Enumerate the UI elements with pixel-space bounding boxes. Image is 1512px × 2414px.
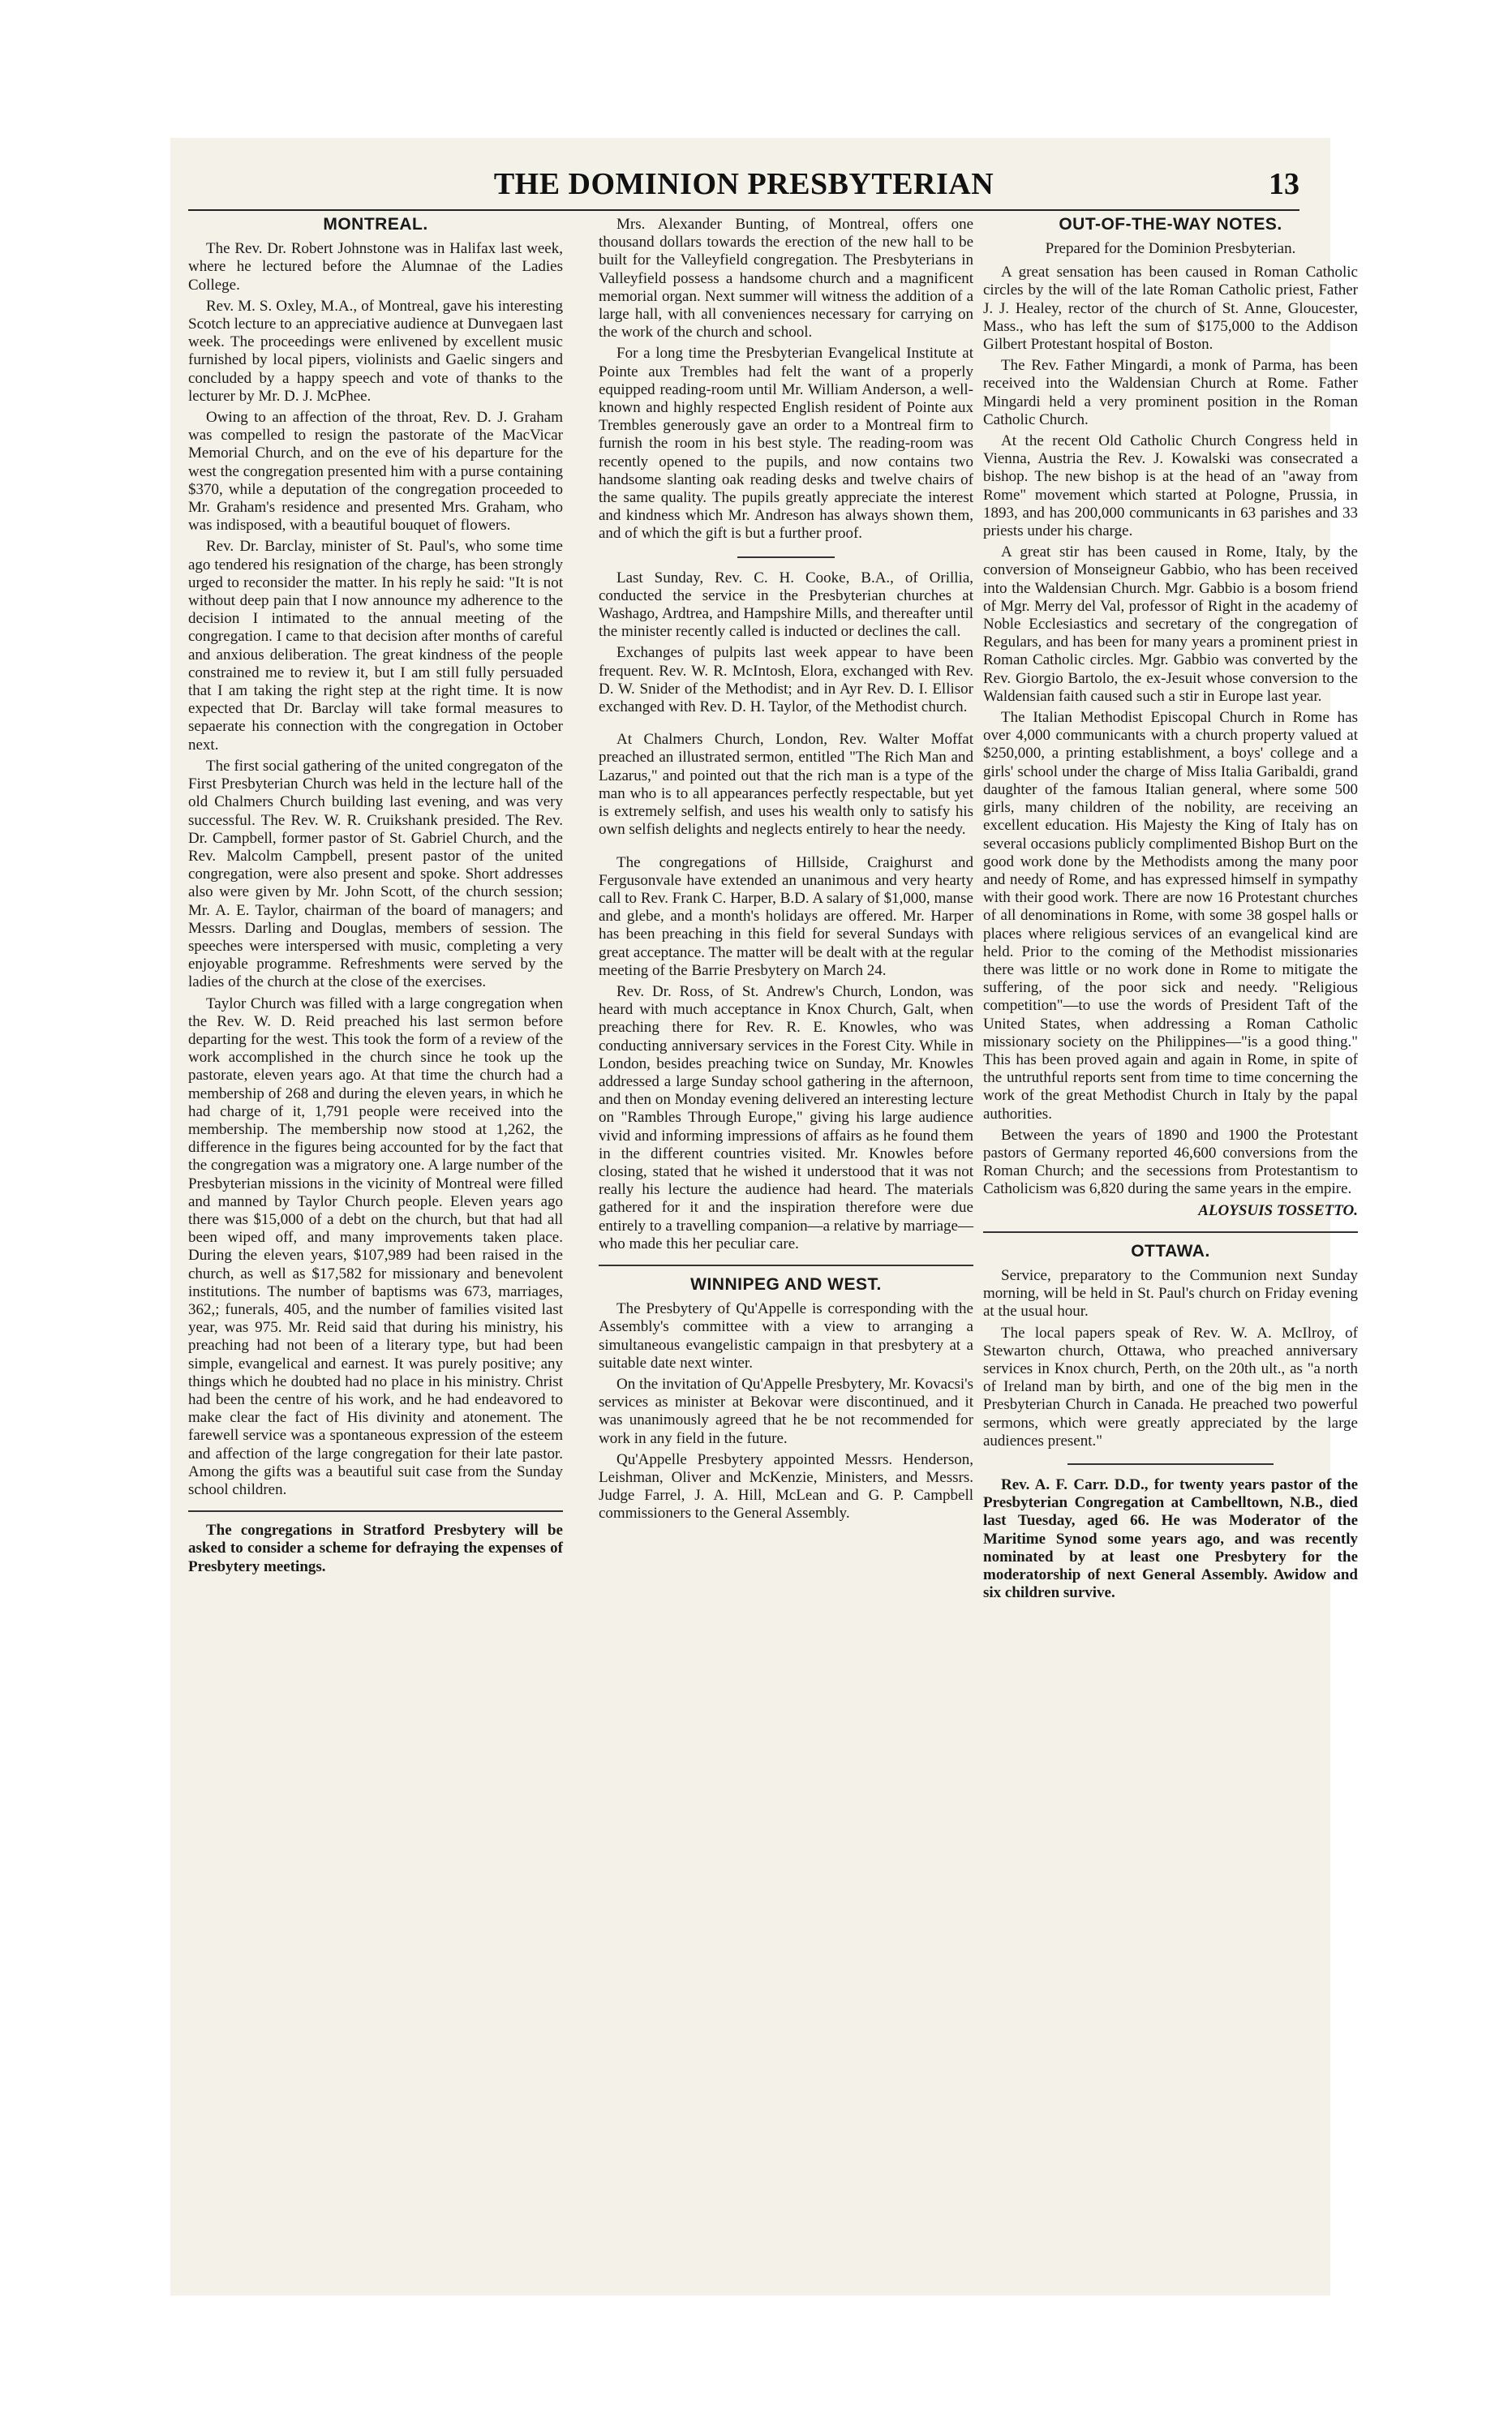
section-subheading: Prepared for the Dominion Presbyterian.	[1045, 240, 1296, 258]
article-paragraph: Exchanges of pulpits last week appear to have been frequent. Rev. W. R. McIntosh, Elora, exchanged with Rev. D. W. Snider of the Methodist; and in Ayr Rev. D. I. Ellisor exchanged with Rev. D. H. Taylor, of the Methodist church.	[599, 644, 973, 716]
article-paragraph: The Presbytery of Qu'Appelle is corresponding with the Assembly's committee with a view to arranging a simultaneous evangelistic campaign in that presbytery at a suitable date next winter.	[599, 1300, 973, 1372]
page-number: 13	[1269, 167, 1299, 201]
divider	[737, 556, 835, 558]
article-paragraph: A great sensation has been caused in Roman Catholic circles by the will of the late Roman Catholic priest, Father J. J. Healey, rector of the church of St. Anne, Gloucester, Mass., who has left the sum of $175,000 to the Addison Gilbert Protestant hospital of Boston.	[983, 264, 1358, 354]
article-paragraph: The congregations of Hillside, Craighurst and Fergusonvale have extended an unanimous and very hearty call to Rev. Frank C. Harper, B.D. A salary of $1,000, manse and glebe, and a month's holidays are offered. Mr. Harper has been preaching in this field for several Sundays with great acceptance. The matter will be dealt with at the regular meeting of the Barrie Presbytery on March 24.	[599, 853, 973, 979]
page-title: THE DOMINION PRESBYTERIAN	[493, 167, 994, 201]
column-middle	[599, 216, 973, 1527]
article-paragraph: Qu'Appelle Presbytery appointed Messrs. Henderson, Leishman, Oliver and McKenzie, Ministers, and Messrs. Judge Farrel, J. A. Hill, McLean and G. P. Campbell commissioners to the General Assembly.	[599, 1450, 973, 1523]
divider	[983, 1231, 1358, 1233]
article-paragraph: The first social gathering of the united congregaton of the First Presbyterian Church was held in the lecture hall of the old Chalmers Church building last evening, and was very successful. The Rev. W. R. Cruikshank presided. The Rev. Dr. Campbell, former pastor of St. Gabriel Church, and the Rev. Malcolm Campbell, present pastor of the united congregation, were also present and spoke. Short addresses also were given by Mr. John Scott, of the church session; Mr. A. E. Taylor, chairman of the board of managers; and Messrs. Darling and Douglas, members of session. The speeches were interspersed with music, completing a very enjoyable programme. Refreshments were served by the ladies of the church at the close of the exercises.	[188, 757, 563, 991]
section-heading-montreal: MONTREAL.	[323, 215, 428, 234]
spacer	[599, 843, 973, 854]
divider	[188, 1510, 563, 1512]
spacer	[599, 719, 973, 731]
article-paragraph: Between the years of 1890 and 1900 the Protestant pastors of Germany reported 46,600 conversions from the Roman Church; and the secessions from Protestantism to Catholicism was 6,820 during the same years in the empire.	[983, 1126, 1358, 1198]
article-paragraph: Mrs. Alexander Bunting, of Montreal, offers one thousand dollars towards the erection of the new hall to be built for the Valleyfield congregation. The Presbyterians in Valleyfield possess a handsome church and a magnificent memorial organ. Next summer will witness the addition of a large hall, with all conveniences necessary for carrying on the work of the church and school.	[599, 216, 973, 341]
article-paragraph: Owing to an affection of the throat, Rev. D. J. Graham was compelled to resign the pastorate of the MacVicar Memorial Church, and on the eve of his departure for the west the congregation presented him with a purse containing $370, while a deputation of the congregation proceeded to Mr. Graham's residence and presented Mrs. Graham, who was indisposed, with a beautiful bouquet of flowers.	[188, 409, 563, 535]
article-paragraph: Rev. Dr. Ross, of St. Andrew's Church, London, was heard with much acceptance in Knox Church, Galt, when preaching there for Rev. R. E. Knowles, who was conducting anniversary services in the Forest City. While in London, besides preaching twice on Sunday, Mr. Knowles addressed a large Sunday school gathering in the afternoon, and then on Monday evening delivered an interesting lecture on "Rambles Through Europe," giving his large audience vivid and informing impressions of affairs as he found them in the different countries visited. Mr. Knowles before closing, stated that he wished it understood that it was not really his lecture the audience had heard. The materials gathered for it and the inspiration therefore were due entirely to a travelling companion—a relative by marriage—who made this her peculiar care.	[599, 982, 973, 1252]
article-paragraph: Taylor Church was filled with a large congregation when the Rev. W. D. Reid preached his last sermon before departing for the west. This took the form of a review of the work accomplished in the church since he took up the pastorate, eleven years ago. At that time the church had a membership of 268 and during the eleven years, in which he had charge of it, 1,791 people were received into the membership. The membership now stood at 1,262, the difference in the figures being accounted for by the fact that the congregation was a migratory one. A large number of the Presbyterian missions in the vicinity of Montreal were filled and manned by Taylor Church people. Eleven years ago there was $15,000 of a debt on the church, but that had all been wiped off, and many improvements taken place. During the eleven years, $107,989 had been raised in the church, as well as $17,582 for missionary and benevolent institutions. The number of baptisms was 673, marriages, 362,; funerals, 405, and the number of families visited last year, was 975. Mr. Reid said that during his ministry, his preaching had not been of a literary type, but had been simple, evangelical and earnest. It was purely positive; any things which he doubted had no place in his ministry. Christ had been the centre of his work, and he had endeavored to make clear the fact of His divinity and atonement. The farewell service was a spontaneous expression of the esteem and affection of the large congregation for their late pastor. Among the gifts was a beautiful suit case from the Sunday school children.	[188, 994, 563, 1499]
article-paragraph: On the invitation of Qu'Appelle Presbytery, Mr. Kovacsi's services as minister at Bekovar were discontinued, and it was unanimously agreed that he be not recommended for work in any field in the future.	[599, 1375, 973, 1447]
column-left	[188, 216, 563, 1579]
section-heading-winnipeg: WINNIPEG AND WEST.	[690, 1274, 882, 1294]
article-paragraph: The Italian Methodist Episcopal Church in Rome has over 4,000 communicants with a church property valued at $250,000, a printing establishment, a boys' college and a girls' school under the charge of Miss Italia Garibaldi, grand daughter of the famous Italian general, where some 500 girls, many children of the nobility, are receiving an excellent education. His Majesty the King of Italy has on several occasions publicly complimented Bishop Burt on the good work done by the Methodists among the many poor and needy of Rome, and has expressed himself in sympathy with their good work. There are now 16 Protestant churches of all denominations in Rome, with some 38 gospel halls or places where religious services of an evangelical kind are held. Prior to the coming of the Methodist missionaries there was little or no work done in Rome to mitigate the suffering, of the poor sick and needy. "Religious competition"—to use the words of President Taft of the United States, when addressing a Roman Catholic missionary society on the Philippines—"is a good thing." This has been proved again and again in Rome, in spite of the untruthful reports sent from time to time concerning the work of the great Methodist Church in Italy by the papal authorities.	[983, 709, 1358, 1123]
article-paragraph: Rev. Dr. Barclay, minister of St. Paul's, who some time ago tendered his resignation of the charge, has been strongly urged to reconsider the matter. In his reply he said: "It is not without deep pain that I now announce my adherence to the decision I intimated to the annual meeting of the congregation. I came to that decision after months of careful and anxious deliberation. The great kindness of the people constrained me to review it, but I am still fully persuaded that I am taking the right step at the right time. It is now expected that Dr. Barclay will take formal measures to sepaerate his connection with the congregation in October next.	[188, 538, 563, 754]
article-paragraph: The Rev. Dr. Robert Johnstone was in Halifax last week, where he lectured before the Alumnae of the Ladies College.	[188, 240, 563, 294]
divider	[1067, 1463, 1274, 1465]
article-paragraph: Service, preparatory to the Communion next Sunday morning, will be held in St. Paul's church on Friday evening at the usual hour.	[983, 1266, 1358, 1321]
article-paragraph: The local papers speak of Rev. W. A. McIlroy, of Stewarton church, Ottawa, who preached anniversary services in Knox church, Perth, on the 20th ult., as "a north of Ireland man by birth, and one of the big men in the Presbyterian Church in Canada. He preached two powerful sermons, which were greatly appreciated by the large audiences present."	[983, 1324, 1358, 1450]
section-heading-ottawa: OTTAWA.	[1131, 1241, 1210, 1261]
article-paragraph: At Chalmers Church, London, Rev. Walter Moffat preached an illustrated sermon, entitled "The Rich Man and Lazarus," and pointed out that the rich man is a type of the man who is to all appearances perfectly respectable, but yet is extremely selfish, and uses his wealth only to satisfy his own selfish delights and neglects entirely to hear the needy.	[599, 731, 973, 839]
section-heading-notes: OUT-OF-THE-WAY NOTES.	[1059, 215, 1282, 234]
article-paragraph: The congregations in Stratford Presbytery will be asked to consider a scheme for defraying the expenses of Presbytery meetings.	[188, 1522, 563, 1575]
divider	[599, 1265, 973, 1266]
author-signature: ALOYSUIS TOSSETTO.	[1198, 1201, 1358, 1219]
article-paragraph: The Rev. Father Mingardi, a monk of Parma, has been received into the Waldensian Church at Rome. Father Mingardi held a very prominent position in the Roman Catholic Church.	[983, 357, 1358, 428]
article-paragraph: Rev. M. S. Oxley, M.A., of Montreal, gave his interesting Scotch lecture to an appreciative audience at Dunvegaen last week. The proceedings were enlivened by excellent music furnished by local pipers, violinists and Gaelic singers and concluded by a happy speech and vote of thanks to the lecturer by Mr. D. J. McPhee.	[188, 297, 563, 405]
column-right	[983, 216, 1358, 1605]
article-paragraph: For a long time the Presbyterian Evangelical Institute at Pointe aux Trembles had felt the want of a properly equipped reading-room until Mr. William Anderson, a well-known and highly respected English resident of Pointe aux Trembles generously gave an order to a Montreal firm to furnish the room in his best style. The reading-room was recently opened to the pupils, and now contains two handsome slanting oak reading desks and twelve chairs of the same quality. The pupils greatly appreciate the interest and kindness which Mr. Andreson has always shown them, and of which the gift is but a further proof.	[599, 345, 973, 543]
article-paragraph: Last Sunday, Rev. C. H. Cooke, B.A., of Orillia, conducted the service in the Presbyterian churches at Washago, Ardtrea, and Hampshire Mills, and thereafter until the minister recently called is inducted or declines the call.	[599, 569, 973, 641]
article-paragraph: A great stir has been caused in Rome, Italy, by the conversion of Monseigneur Gabbio, who has been received into the Waldensian Church. Mgr. Gabbio is a bosom friend of Mgr. Merry del Val, professor of Right in the academy of Noble Ecclesiastics and secretary of the congregation of Regulars, and has been for many years a prominent priest in Roman Catholic circles. Mgr. Gabbio was converted by the Rev. Giorgio Bartolo, the ex-Jesuit whose conversion to the Waldensian faith caused such a stir in Europe last year.	[983, 543, 1358, 705]
article-paragraph: Rev. A. F. Carr. D.D., for twenty years pastor of the Presbyterian Congregation at Cambelltown, N.B., died last Tuesday, aged 66. He was Moderator of the Maritime Synod some years ago, and was recently nominated by at least one Presbytery for the moderatorship of next General Assembly. Awidow and six children survive.	[983, 1476, 1358, 1602]
article-paragraph: At the recent Old Catholic Church Congress held in Vienna, Austria the Rev. J. Kowalski was consecrated a bishop. The new bishop is at the head of an "away from Rome" movement which started at Pologne, Prussia, in 1893, and has 200,000 communicants in 63 parishes and 33 priests under his charge.	[983, 432, 1358, 540]
header-rule	[188, 209, 1299, 211]
